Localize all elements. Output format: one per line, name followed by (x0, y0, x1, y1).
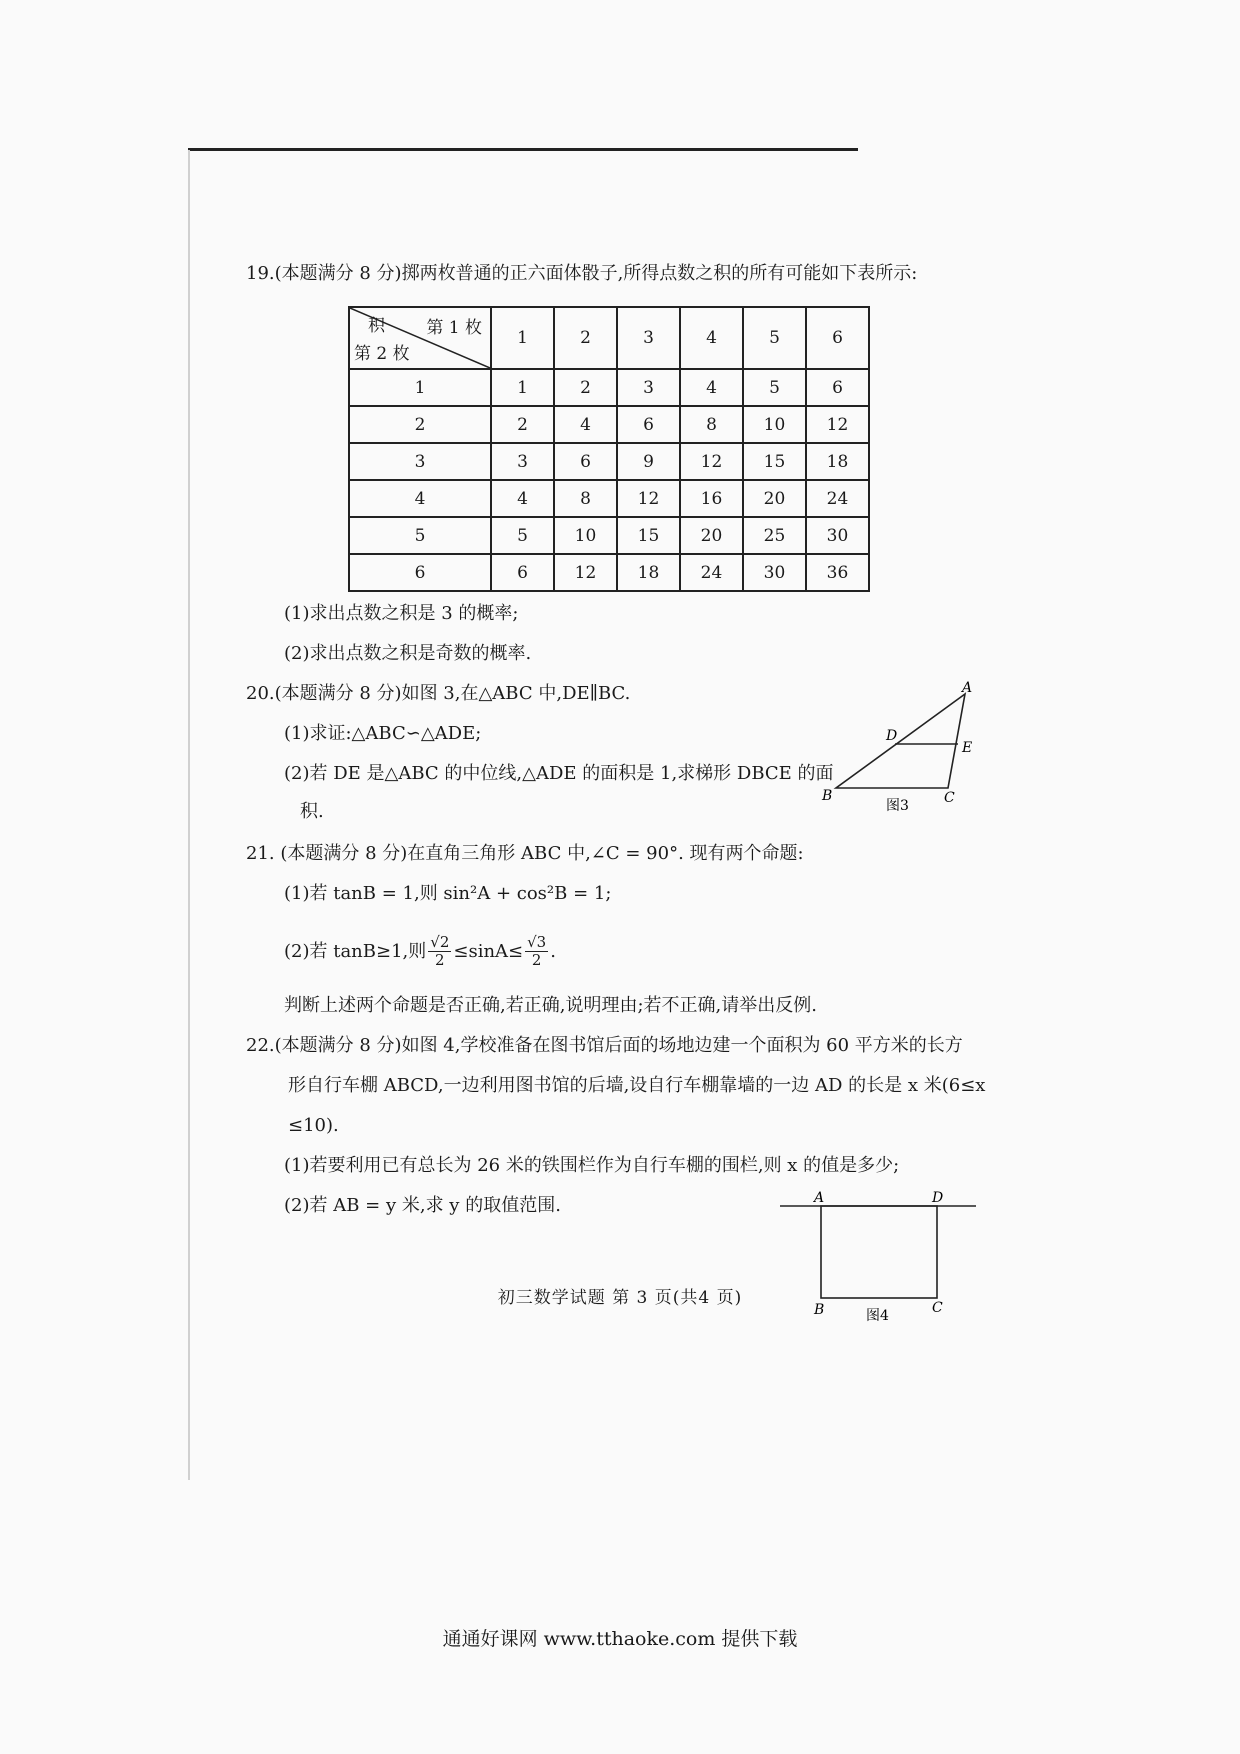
q21-stem: 21. (本题满分 8 分)在直角三角形 ABC 中,∠C = 90°. 现有两个命题: (246, 843, 804, 864)
scan-edge (188, 150, 190, 1480)
figure-3-label: 图3 (886, 798, 909, 814)
table-cell: 24 (806, 480, 869, 517)
point-B-label: B (814, 1302, 825, 1318)
table-cell: 10 (554, 517, 617, 554)
table-cell: 25 (743, 517, 806, 554)
q21-part2-middle: ≤sinA≤ (453, 940, 524, 962)
table-row (349, 554, 869, 591)
row-header: 1 (349, 369, 491, 406)
table-cell: 6 (617, 406, 680, 443)
q20-part2-cont: 积. (300, 801, 324, 822)
corner-first-die-label: 第 1 枚 (426, 318, 482, 338)
point-C-label: C (944, 790, 955, 806)
fraction-numerator: √2 (430, 933, 450, 951)
q19-stem: 19.(本题满分 8 分)掷两枚普通的正六面体骰子,所得点数之积的所有可能如下表所示: (246, 263, 918, 284)
table-cell: 12 (806, 406, 869, 443)
table-cell: 2 (491, 406, 554, 443)
q22-part2: (2)若 AB = y 米,求 y 的取值范围. (284, 1195, 561, 1216)
table-corner-cell (349, 307, 491, 369)
fraction-denominator: 2 (435, 951, 445, 969)
product-table (348, 306, 870, 592)
table-cell: 15 (617, 517, 680, 554)
q21-part2 (284, 934, 556, 969)
table-cell: 8 (554, 480, 617, 517)
table-cell: 1 (491, 369, 554, 406)
point-B-label: B (822, 788, 833, 804)
download-watermark: 通通好课网 www.tthaoke.com 提供下载 (442, 1628, 798, 1650)
col-header: 3 (617, 307, 680, 369)
col-header: 4 (680, 307, 743, 369)
table-cell: 12 (554, 554, 617, 591)
fraction-numerator: √3 (527, 933, 547, 951)
q22-line2: 形自行车棚 ABCD,一边利用图书馆的后墙,设自行车棚靠墙的一边 AD 的长是 x 米(6≤x (288, 1075, 986, 1096)
row-header: 5 (349, 517, 491, 554)
table-cell: 10 (743, 406, 806, 443)
table-cell: 30 (743, 554, 806, 591)
table-cell: 3 (617, 369, 680, 406)
table-cell: 4 (491, 480, 554, 517)
q22-line1: 22.(本题满分 8 分)如图 4,学校准备在图书馆后面的场地边建一个面积为 60 平方米的长方 (246, 1035, 963, 1056)
top-rule (188, 148, 858, 151)
table-row (349, 480, 869, 517)
table-cell: 6 (491, 554, 554, 591)
q20-stem: 20.(本题满分 8 分)如图 3,在△ABC 中,DE∥BC. (246, 683, 631, 704)
point-E-label: E (962, 740, 973, 756)
q20-part2: (2)若 DE 是△ABC 的中位线,△ADE 的面积是 1,求梯形 DBCE 的面 (284, 763, 834, 784)
table-cell: 20 (743, 480, 806, 517)
figure-4-label: 图4 (866, 1308, 889, 1324)
table-row (349, 443, 869, 480)
point-D-label: D (932, 1190, 944, 1206)
row-header: 3 (349, 443, 491, 480)
point-A-label: A (962, 680, 973, 696)
fraction-denominator: 2 (531, 951, 542, 969)
table-cell: 4 (554, 406, 617, 443)
col-header: 5 (743, 307, 806, 369)
fraction-sqrt3-over-2 (525, 934, 548, 969)
point-A-label: A (814, 1190, 825, 1206)
row-header: 6 (349, 554, 491, 591)
col-header: 2 (554, 307, 617, 369)
corner-product-label: 积 (368, 316, 385, 336)
row-header: 4 (349, 480, 491, 517)
table-cell: 12 (680, 443, 743, 480)
col-header: 1 (491, 307, 554, 369)
fraction-sqrt2-over-2 (428, 934, 451, 969)
q21-part1: (1)若 tanB = 1,则 sin²A + cos²B = 1; (284, 883, 612, 904)
q22-part1: (1)若要利用已有总长为 26 米的铁围栏作为自行车棚的围栏,则 x 的值是多少; (284, 1155, 900, 1176)
q19-part2: (2)求出点数之积是奇数的概率. (284, 643, 532, 664)
table-row (349, 517, 869, 554)
q20-part1: (1)求证:△ABC∽△ADE; (284, 723, 482, 744)
table-row (349, 406, 869, 443)
page-footer: 初三数学试题 第 3 页(共4 页) (497, 1288, 743, 1308)
table-cell: 20 (680, 517, 743, 554)
q21-judge: 判断上述两个命题是否正确,若正确,说明理由;若不正确,请举出反例. (284, 995, 817, 1016)
table-cell: 5 (491, 517, 554, 554)
table-cell: 6 (806, 369, 869, 406)
table-cell: 24 (680, 554, 743, 591)
table-cell: 18 (617, 554, 680, 591)
table-cell: 30 (806, 517, 869, 554)
q21-part2-end: . (550, 940, 556, 962)
table-cell: 18 (806, 443, 869, 480)
table-cell: 3 (491, 443, 554, 480)
table-cell: 8 (680, 406, 743, 443)
table-cell: 12 (617, 480, 680, 517)
table-cell: 2 (554, 369, 617, 406)
table-cell: 15 (743, 443, 806, 480)
figure-3-triangle (810, 680, 990, 820)
q22-line3: ≤10). (288, 1115, 339, 1136)
table-cell: 4 (680, 369, 743, 406)
table-cell: 16 (680, 480, 743, 517)
point-D-label: D (886, 728, 898, 744)
row-header: 2 (349, 406, 491, 443)
col-header: 6 (806, 307, 869, 369)
point-C-label: C (932, 1300, 943, 1316)
table-cell: 9 (617, 443, 680, 480)
table-cell: 5 (743, 369, 806, 406)
table-row (349, 369, 869, 406)
q21-part2-prefix: (2)若 tanB≥1,则 (284, 940, 427, 962)
table-cell: 6 (554, 443, 617, 480)
q19-part1: (1)求出点数之积是 3 的概率; (284, 603, 519, 624)
table-cell: 36 (806, 554, 869, 591)
corner-second-die-label: 第 2 枚 (354, 344, 410, 364)
